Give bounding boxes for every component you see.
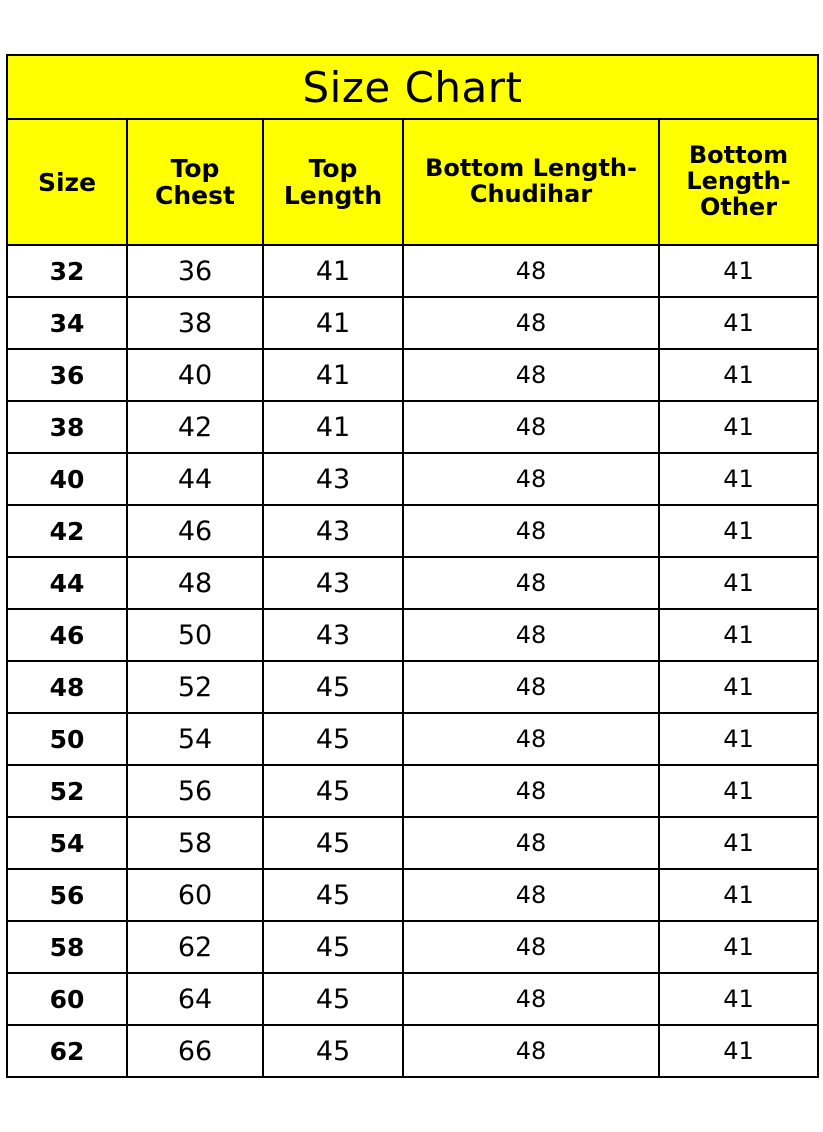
cell-bottom-length-chudihar: 48	[403, 297, 659, 349]
cell-top-length: 41	[263, 401, 403, 453]
table-row	[7, 713, 818, 765]
size-chart-table	[6, 54, 819, 1078]
cell-bottom-length-chudihar: 48	[403, 817, 659, 869]
cell-size: 34	[7, 297, 127, 349]
cell-size: 36	[7, 349, 127, 401]
cell-top-chest: 54	[127, 713, 263, 765]
table-row	[7, 765, 818, 817]
cell-bottom-length-other: 41	[659, 453, 818, 505]
cell-bottom-length-chudihar: 48	[403, 349, 659, 401]
cell-bottom-length-chudihar: 48	[403, 245, 659, 297]
cell-bottom-length-other: 41	[659, 401, 818, 453]
cell-top-chest: 38	[127, 297, 263, 349]
cell-size: 48	[7, 661, 127, 713]
cell-top-chest: 58	[127, 817, 263, 869]
cell-top-length: 41	[263, 245, 403, 297]
cell-top-length: 43	[263, 453, 403, 505]
cell-size: 60	[7, 973, 127, 1025]
cell-top-chest: 46	[127, 505, 263, 557]
table-row	[7, 609, 818, 661]
cell-top-length: 45	[263, 1025, 403, 1077]
cell-bottom-length-other: 41	[659, 505, 818, 557]
cell-size: 32	[7, 245, 127, 297]
cell-bottom-length-chudihar: 48	[403, 609, 659, 661]
cell-top-length: 43	[263, 505, 403, 557]
table-row	[7, 245, 818, 297]
table-row	[7, 661, 818, 713]
cell-top-chest: 36	[127, 245, 263, 297]
cell-top-chest: 44	[127, 453, 263, 505]
cell-top-length: 45	[263, 713, 403, 765]
cell-bottom-length-chudihar: 48	[403, 713, 659, 765]
cell-top-chest: 48	[127, 557, 263, 609]
cell-bottom-length-other: 41	[659, 557, 818, 609]
cell-top-length: 45	[263, 661, 403, 713]
cell-top-length: 41	[263, 297, 403, 349]
cell-size: 52	[7, 765, 127, 817]
table-row	[7, 349, 818, 401]
cell-top-chest: 66	[127, 1025, 263, 1077]
cell-top-length: 45	[263, 765, 403, 817]
cell-bottom-length-other: 41	[659, 869, 818, 921]
table-row	[7, 297, 818, 349]
cell-bottom-length-chudihar: 48	[403, 453, 659, 505]
cell-bottom-length-other: 41	[659, 713, 818, 765]
column-header-top-chest: Top Chest	[127, 119, 263, 245]
cell-bottom-length-chudihar: 48	[403, 765, 659, 817]
page-title: Size Chart	[7, 55, 818, 119]
table-row	[7, 869, 818, 921]
cell-top-chest: 52	[127, 661, 263, 713]
cell-top-chest: 40	[127, 349, 263, 401]
table-title-row	[7, 55, 818, 119]
cell-bottom-length-chudihar: 48	[403, 661, 659, 713]
table-row	[7, 453, 818, 505]
cell-size: 46	[7, 609, 127, 661]
cell-bottom-length-chudihar: 48	[403, 505, 659, 557]
cell-bottom-length-other: 41	[659, 921, 818, 973]
table-row	[7, 973, 818, 1025]
table-row	[7, 505, 818, 557]
cell-top-length: 41	[263, 349, 403, 401]
cell-bottom-length-other: 41	[659, 1025, 818, 1077]
size-chart-container	[6, 54, 817, 1078]
cell-top-chest: 42	[127, 401, 263, 453]
table-row	[7, 1025, 818, 1077]
cell-top-length: 45	[263, 869, 403, 921]
cell-bottom-length-other: 41	[659, 765, 818, 817]
cell-bottom-length-chudihar: 48	[403, 869, 659, 921]
table-header-row	[7, 119, 818, 245]
cell-bottom-length-chudihar: 48	[403, 921, 659, 973]
cell-bottom-length-chudihar: 48	[403, 1025, 659, 1077]
cell-top-length: 45	[263, 921, 403, 973]
cell-bottom-length-other: 41	[659, 661, 818, 713]
column-header-bottom-length-other: Bottom Length-Other	[659, 119, 818, 245]
cell-top-chest: 50	[127, 609, 263, 661]
column-header-top-length: Top Length	[263, 119, 403, 245]
cell-bottom-length-other: 41	[659, 973, 818, 1025]
table-row	[7, 817, 818, 869]
table-row	[7, 921, 818, 973]
cell-bottom-length-chudihar: 48	[403, 557, 659, 609]
column-header-size: Size	[7, 119, 127, 245]
cell-top-length: 45	[263, 817, 403, 869]
cell-size: 44	[7, 557, 127, 609]
table-row	[7, 401, 818, 453]
cell-bottom-length-other: 41	[659, 245, 818, 297]
cell-size: 58	[7, 921, 127, 973]
cell-size: 38	[7, 401, 127, 453]
column-header-bottom-length-chudihar: Bottom Length-Chudihar	[403, 119, 659, 245]
cell-bottom-length-chudihar: 48	[403, 401, 659, 453]
cell-top-length: 45	[263, 973, 403, 1025]
cell-top-chest: 62	[127, 921, 263, 973]
cell-bottom-length-other: 41	[659, 297, 818, 349]
cell-bottom-length-other: 41	[659, 609, 818, 661]
cell-top-chest: 64	[127, 973, 263, 1025]
cell-top-length: 43	[263, 609, 403, 661]
cell-bottom-length-chudihar: 48	[403, 973, 659, 1025]
cell-top-chest: 60	[127, 869, 263, 921]
cell-top-length: 43	[263, 557, 403, 609]
table-row	[7, 557, 818, 609]
cell-size: 56	[7, 869, 127, 921]
cell-size: 40	[7, 453, 127, 505]
cell-size: 42	[7, 505, 127, 557]
cell-bottom-length-other: 41	[659, 349, 818, 401]
cell-size: 50	[7, 713, 127, 765]
cell-bottom-length-other: 41	[659, 817, 818, 869]
cell-size: 54	[7, 817, 127, 869]
cell-size: 62	[7, 1025, 127, 1077]
cell-top-chest: 56	[127, 765, 263, 817]
